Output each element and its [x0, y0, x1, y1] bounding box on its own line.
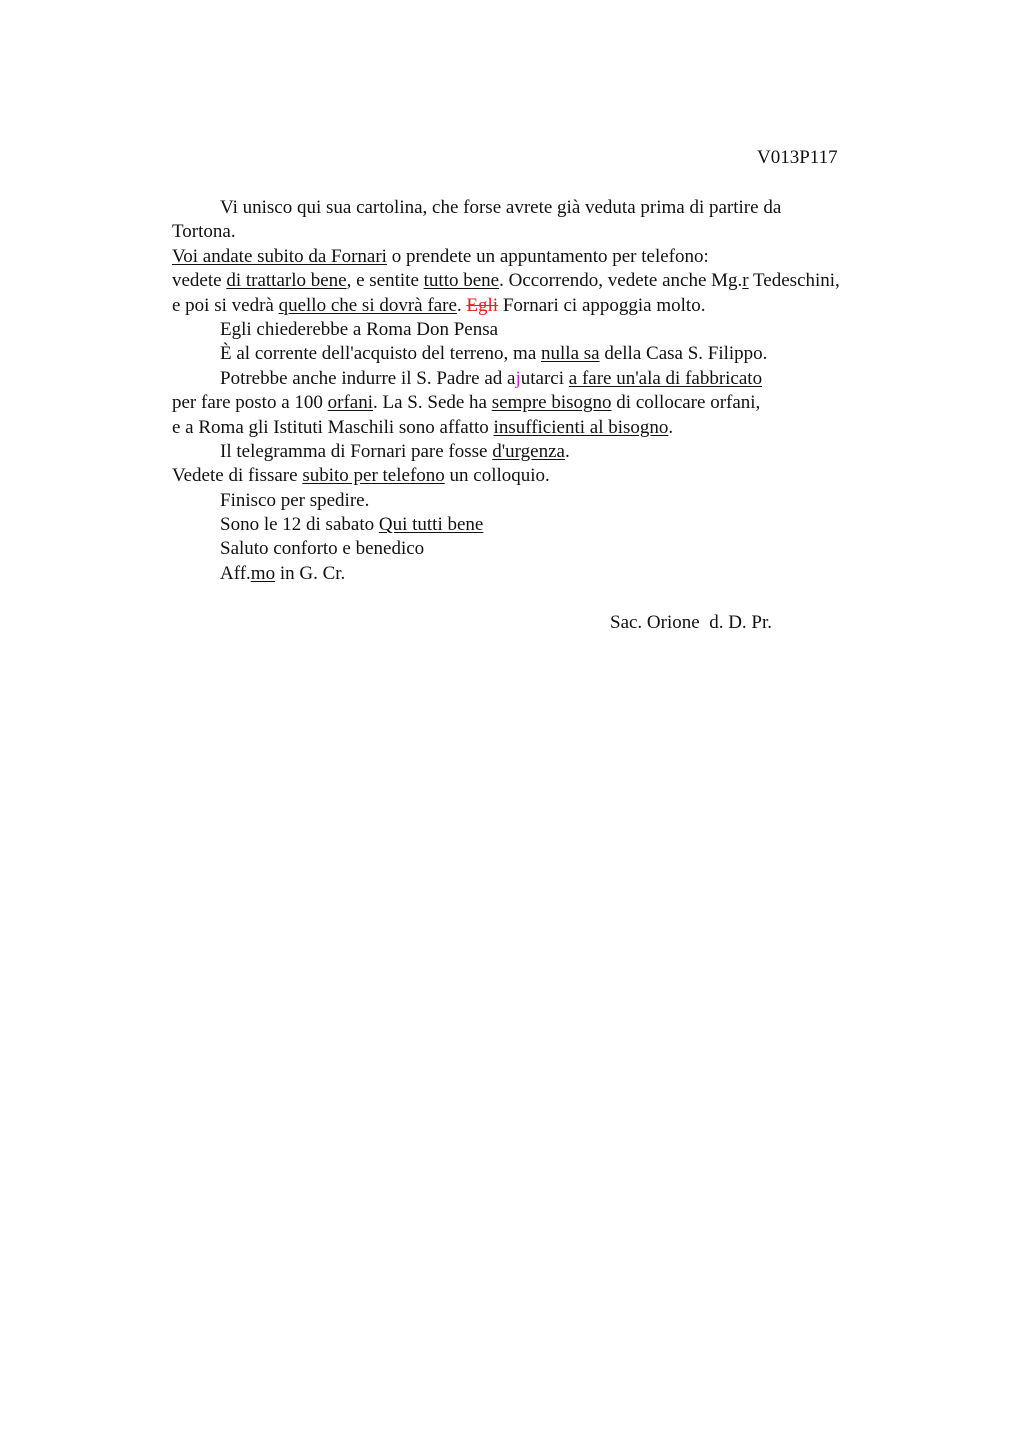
underlined-text: d'urgenza — [492, 440, 565, 462]
text-segment: Aff. — [220, 562, 251, 584]
letter-line — [172, 465, 932, 489]
text-segment: Il telegramma di Fornari pare fosse — [220, 440, 493, 462]
text-segment: Vi unisco qui sua cartolina, che forse avrete già veduta prima di partire da — [220, 197, 782, 218]
text-segment: . — [668, 416, 674, 438]
underlined-text: Voi andate subito da Fornari — [172, 245, 387, 267]
signature: Sac. Orione d. D. Pr. — [610, 612, 773, 633]
text-segment: . — [564, 440, 570, 462]
text-segment: Tortona. — [172, 221, 236, 243]
text-segment: Saluto conforto e benedico — [220, 538, 425, 560]
text-segment: Tedeschini, — [748, 270, 840, 292]
text-segment: e a Roma gli Istituti Maschili sono affatto — [172, 416, 494, 438]
letter-line — [172, 563, 932, 587]
text-segment: utarci — [520, 367, 569, 389]
letter-line — [172, 368, 932, 392]
text-segment: . — [456, 294, 467, 316]
underlined-text: sempre bisogno — [491, 392, 612, 414]
text-segment: Potrebbe anche indurre il S. Padre ad a — [220, 367, 516, 389]
text-segment: di collocare orfani, — [611, 392, 761, 414]
letter-line — [172, 197, 932, 221]
underlined-text: quello che si dovrà fare — [278, 294, 457, 316]
text-segment: vedete — [172, 270, 227, 292]
text-segment: Finisco per spedire. — [220, 489, 370, 511]
letter-line — [172, 417, 932, 441]
underlined-text: subito per telefono — [302, 465, 445, 487]
page-reference: V013P117 — [757, 147, 838, 168]
letter-line — [172, 441, 932, 465]
letter-line — [172, 295, 932, 319]
text-segment: Sono le 12 di sabato — [220, 514, 379, 536]
text-segment: o prendete un appuntamento per telefono: — [386, 245, 709, 267]
text-segment: in G. Cr. — [275, 562, 346, 584]
text-segment: della Casa S. Filippo. — [599, 343, 768, 365]
inserted-text: j — [515, 367, 521, 389]
underlined-text: insufficienti al bisogno — [493, 416, 669, 438]
underlined-text: r — [742, 270, 749, 292]
underlined-text: a fare un'ala di fabbricato — [568, 367, 763, 389]
underlined-text: tutto bene — [423, 270, 500, 292]
text-segment: Fornari ci appoggia molto. — [498, 294, 706, 316]
text-segment: È al corrente dell'acquisto del terreno, ma — [220, 343, 542, 365]
text-segment: . La S. Sede ha — [373, 392, 492, 414]
letter-line — [172, 490, 932, 514]
letter-line — [172, 392, 932, 416]
underlined-text: nulla sa — [541, 343, 600, 365]
letter-line — [172, 319, 932, 343]
letter-line — [172, 270, 932, 294]
underlined-text: orfani — [327, 392, 374, 414]
text-segment: per fare posto a 100 — [172, 392, 328, 414]
text-segment: e poi si vedrà — [172, 294, 279, 316]
letter-line — [172, 514, 932, 538]
letter-line — [172, 538, 932, 562]
letter-line — [172, 221, 932, 245]
letter-line — [172, 246, 932, 270]
text-segment: . Occorrendo, vedete anche Mg. — [499, 270, 743, 292]
letter-line — [172, 343, 932, 367]
underlined-text: di trattarlo bene — [226, 270, 347, 292]
text-segment: Vedete di fissare — [172, 465, 303, 487]
underlined-text: mo — [250, 562, 276, 584]
text-segment: un colloquio. — [444, 465, 550, 487]
underlined-text: Qui tutti bene — [378, 514, 484, 536]
text-segment: Egli chiederebbe a Roma Don Pensa — [220, 318, 499, 340]
deleted-text: Egli — [466, 294, 499, 316]
letter-body — [172, 197, 932, 587]
text-segment: , e sentite — [346, 270, 424, 292]
